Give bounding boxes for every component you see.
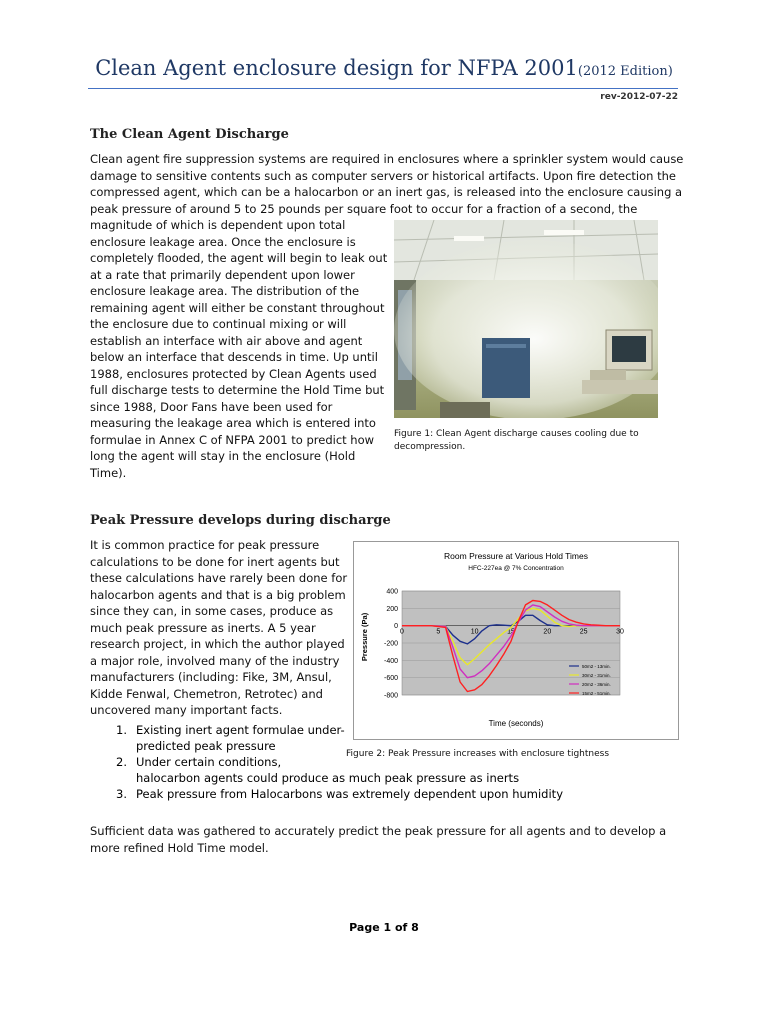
text-line: formulae in Annex C of NFPA 2001 to predict how: [90, 432, 375, 447]
peak-pressure-paragraph: [90, 537, 352, 719]
text-line: Peak pressure from Halocarbons was extremely dependent upon humidity: [136, 787, 563, 801]
list-item: [90, 754, 610, 786]
text-line: since they can, in some cases, produce as: [90, 604, 334, 618]
text-line: halocarbon agents and that is a big problem: [90, 587, 346, 602]
text-line: research project, in which the author played: [90, 637, 345, 651]
text-line: completely flooded, the agent will begin to leak out: [90, 251, 388, 265]
y-tick-label: 0: [394, 623, 398, 631]
section-heading-discharge: The Clean Agent Discharge: [90, 127, 289, 142]
y-tick-label: -800: [383, 692, 398, 700]
x-tick-label: 30: [616, 628, 624, 636]
x-tick-label: 5: [436, 628, 441, 636]
x-tick-label: 0: [400, 628, 404, 636]
x-tick-label: 20: [543, 628, 552, 636]
text-line: manufacturers (including: Fike, 3M, Ansul,: [90, 670, 332, 684]
pressure-chart-svg: [353, 541, 679, 740]
text-line: enclosure leakage area. Once the enclosure is: [90, 234, 356, 249]
text-line: enclosure leakage area. The distribution of the: [90, 284, 360, 298]
conclusion-paragraph: [90, 823, 690, 856]
text-line: Time).: [90, 465, 127, 480]
list-item: [90, 786, 610, 802]
y-tick-label: -600: [383, 675, 398, 683]
text-line: 1988, enclosures protected by Clean Agents used: [90, 366, 377, 381]
text-line: a major role, involved many of the industry: [90, 653, 340, 668]
revision-label: rev-2012-07-22: [600, 92, 678, 102]
text-line: below an interface that descends in time. Up until: [90, 350, 378, 364]
chart-subtitle: HFC-227ea @ 7% Concentration: [468, 565, 564, 572]
text-line: remaining agent will either be constant throughout: [90, 300, 385, 315]
page-number: Page 1 of 8: [349, 921, 419, 934]
y-tick-label: 200: [386, 605, 398, 613]
x-axis-label: Time (seconds): [488, 719, 544, 728]
x-tick-label: 25: [579, 628, 588, 636]
text-line: magnitude of which is dependent upon total: [90, 218, 346, 232]
text-line: compressed agent, which can be a halocarbon or an inert gas, is released into the enclosure causing a: [90, 185, 683, 199]
discharge-paragraph: [90, 217, 390, 481]
text-line: Under certain conditions,: [136, 755, 282, 769]
findings-list: [90, 722, 610, 802]
legend-label: 50m2 - 13min.: [582, 664, 611, 669]
text-line: predicted peak pressure: [136, 739, 276, 753]
text-line: It is common practice for peak pressure: [90, 538, 320, 552]
text-line: peak pressure of around 5 to 25 pounds per square foot to occur for a fraction of a second, the: [90, 201, 638, 216]
pressure-chart: [353, 541, 679, 740]
section-heading-peak-pressure: Peak Pressure develops during discharge: [90, 513, 391, 528]
chart-title: Room Pressure at Various Hold Times: [444, 551, 588, 561]
title-rule: [88, 88, 678, 89]
text-line: Sufficient data was gathered to accurately predict the peak pressure for all agents and to develop a: [90, 824, 667, 838]
text-line: more refined Hold Time model.: [90, 840, 269, 855]
text-line: damage to sensitive contents such as computer servers or historical artifacts. Upon fire detection the: [90, 168, 676, 183]
list-number: 1.: [116, 723, 127, 737]
x-tick-label: 10: [470, 628, 479, 636]
list-number: 2.: [116, 755, 127, 769]
text-line: establish an interface with air above and agent: [90, 333, 363, 348]
y-tick-label: 400: [386, 588, 398, 596]
text-line: long the agent will stay in the enclosure (Hold: [90, 449, 356, 463]
text-line: since 1988, Door Fans have been used for: [90, 399, 333, 414]
text-line: these calculations have rarely been done for: [90, 571, 348, 585]
legend-label: 30m2 - 31min.: [582, 673, 611, 678]
x-tick-label: 15: [507, 628, 515, 636]
text-line: Kidde Fenwal, Chemetron, Retrotec) and: [90, 686, 323, 701]
text-line: the enclosure due to continual mixing or will: [90, 317, 347, 331]
y-axis-label: Pressure (Pa): [360, 612, 369, 662]
text-line: at a rate that primarily dependent upon lower: [90, 267, 355, 282]
list-item: [90, 722, 610, 754]
text-line: Clean agent fire suppression systems are required in enclosures where a sprinkler system would cause: [90, 152, 684, 166]
text-line: uncovered many important facts.: [90, 703, 283, 717]
title-main: Clean Agent enclosure design for NFPA 2001: [95, 56, 578, 80]
list-number: 3.: [116, 787, 127, 801]
figure2-caption: Figure 2: Peak Pressure increases with enclosure tightness: [346, 749, 610, 759]
text-line: measuring the leakage area which is entered into: [90, 416, 376, 430]
text-line: full discharge tests to determine the Hold Time but: [90, 383, 385, 397]
caption-line: decompression.: [394, 442, 466, 452]
document-title: [0, 56, 768, 80]
caption-line: Figure 1: Clean Agent discharge causes cooling due to: [394, 429, 639, 439]
title-edition: (2012 Edition): [577, 64, 673, 79]
y-tick-label: -200: [383, 640, 398, 648]
intro-paragraph: [90, 151, 690, 217]
discharge-photo-illustration: [394, 220, 658, 418]
text-line: Existing inert agent formulae under-: [136, 723, 345, 737]
figure1-caption: [394, 428, 684, 454]
text-line: halocarbon agents could produce as much peak pressure as inerts: [136, 771, 520, 785]
text-line: calculations to be done for inert agents but: [90, 554, 340, 569]
text-line: much peak pressure as inerts. A 5 year: [90, 620, 316, 635]
legend-label: 15m2 - 51min.: [582, 691, 611, 696]
legend-label: 20m2 - 36min.: [582, 682, 611, 687]
y-tick-label: -400: [383, 657, 398, 665]
figure1-photo: [394, 220, 658, 418]
